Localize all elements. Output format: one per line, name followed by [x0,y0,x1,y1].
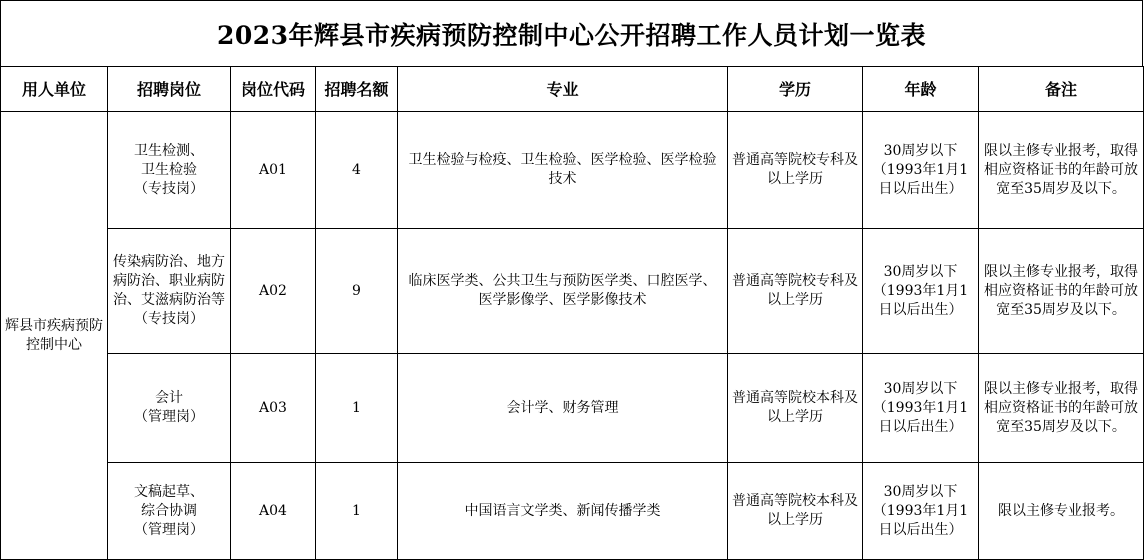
header-age: 年龄 [863,67,979,112]
age-cell: 30周岁以下 （1993年1月1日以后出生） [863,463,979,560]
major-cell: 会计学、财务管理 [398,354,728,463]
header-quota: 招聘名额 [316,67,398,112]
header-education: 学历 [728,67,863,112]
recruitment-table [0,66,1144,560]
table-row [1,463,1144,560]
education-cell: 普通高等院校专科及以上学历 [728,229,863,354]
age-cell: 30周岁以下 （1993年1月1日以后出生） [863,229,979,354]
education-cell: 普通高等院校本科及以上学历 [728,354,863,463]
education-cell: 普通高等院校本科及以上学历 [728,463,863,560]
remark-cell: 限以主修专业报考，取得相应资格证书的年龄可放宽至35周岁及以下。 [979,229,1144,354]
position-cell: 文稿起草、 综合协调 （管理岗） [108,463,231,560]
position-cell: 会计 （管理岗） [108,354,231,463]
code-cell: A03 [231,354,316,463]
quota-cell: 1 [316,463,398,560]
table-row [1,229,1144,354]
header-major: 专业 [398,67,728,112]
quota-cell: 4 [316,112,398,229]
unit-cell: 辉县市疾病预防控制中心 [1,112,108,560]
quota-cell: 9 [316,229,398,354]
header-remark: 备注 [979,67,1144,112]
position-cell: 传染病防治、地方病防治、职业病防治、艾滋病防治等 （专技岗） [108,229,231,354]
header-row [1,67,1144,112]
code-cell: A01 [231,112,316,229]
table-row [1,354,1144,463]
table-row [1,112,1144,229]
position-cell: 卫生检测、 卫生检验 （专技岗） [108,112,231,229]
major-cell: 中国语言文学类、新闻传播学类 [398,463,728,560]
remark-cell: 限以主修专业报考，取得相应资格证书的年龄可放宽至35周岁及以下。 [979,112,1144,229]
remark-cell: 限以主修专业报考。 [979,463,1144,560]
quota-cell: 1 [316,354,398,463]
code-cell: A02 [231,229,316,354]
major-cell: 临床医学类、公共卫生与预防医学类、口腔医学、医学影像学、医学影像技术 [398,229,728,354]
code-cell: A04 [231,463,316,560]
page-title: 2023年辉县市疾病预防控制中心公开招聘工作人员计划一览表 [0,0,1143,66]
major-cell: 卫生检验与检疫、卫生检验、医学检验、医学检验技术 [398,112,728,229]
header-unit: 用人单位 [1,67,108,112]
remark-cell: 限以主修专业报考，取得相应资格证书的年龄可放宽至35周岁及以下。 [979,354,1144,463]
age-cell: 30周岁以下 （1993年1月1日以后出生） [863,354,979,463]
education-cell: 普通高等院校专科及以上学历 [728,112,863,229]
age-cell: 30周岁以下 （1993年1月1日以后出生） [863,112,979,229]
header-code: 岗位代码 [231,67,316,112]
header-position: 招聘岗位 [108,67,231,112]
